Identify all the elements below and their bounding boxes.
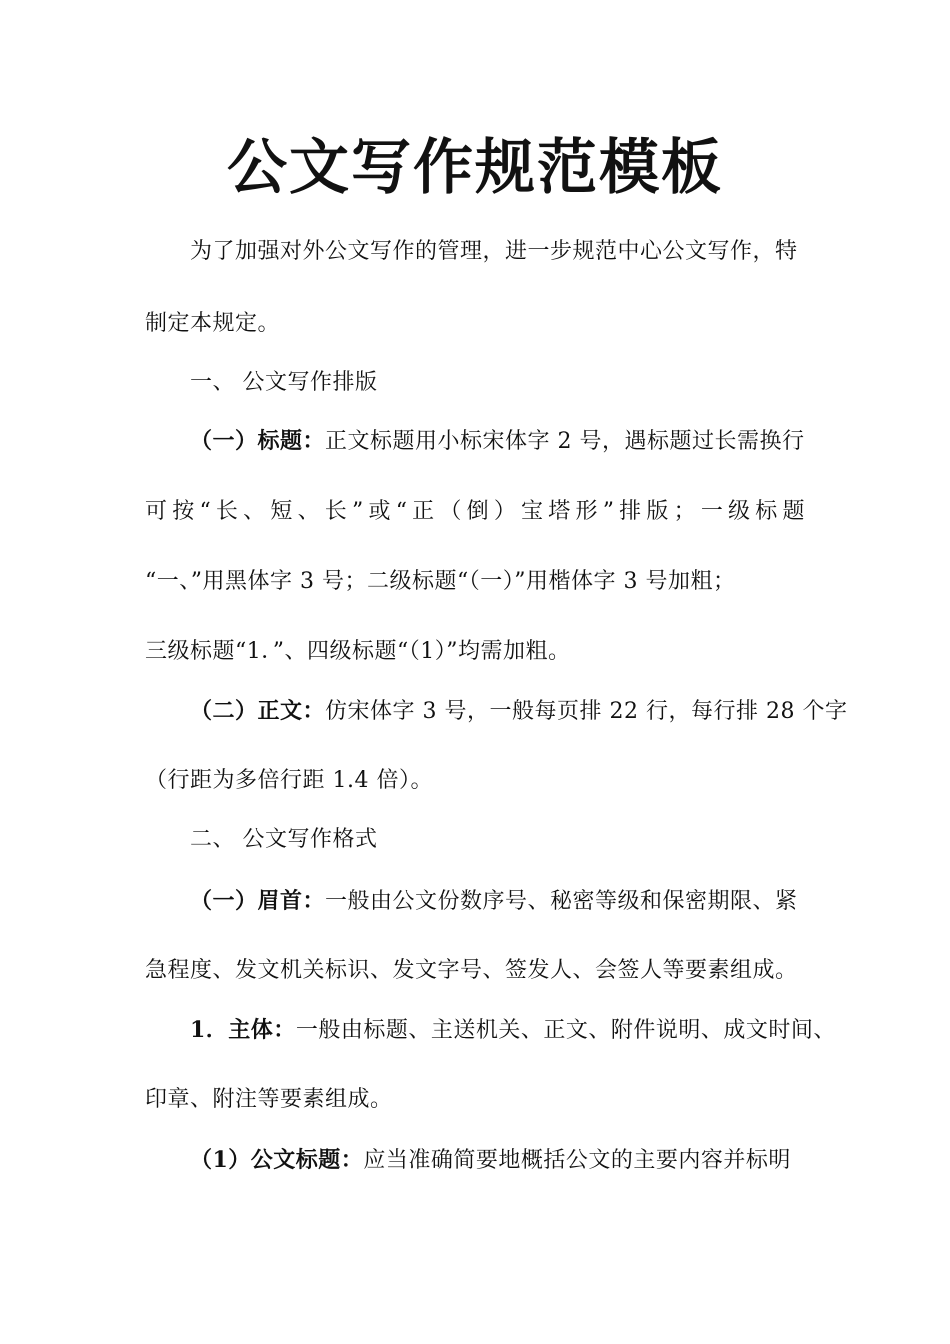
intro-line-1: 为了加强对外公文写作的管理，进一步规范中心公文写作，特 — [190, 239, 798, 264]
section-1-heading: 一、 公文写作排版 — [190, 370, 378, 395]
section-2-item-1-label: （一）眉首： — [190, 888, 326, 914]
section-1-item-1-line-3: “一、”用黑体字 3 号；二级标题“（一）”用楷体字 3 号加粗； — [145, 569, 736, 594]
section-1-item-2-label: （二）正文： — [190, 698, 326, 724]
section-2-sub-1a-text: 应当准确简要地概括公文的主要内容并标明 — [363, 1148, 791, 1173]
section-2-item-1-line-1 — [190, 886, 798, 917]
section-1-item-1-line-1 — [190, 426, 805, 457]
section-1-item-1-text: 正文标题用小标宋体字 2 号，遇标题过长需换行 — [325, 429, 805, 454]
section-2-sub-1-text: 一般由标题、主送机关、正文、附件说明、成文时间、 — [295, 1018, 836, 1043]
document-title: 公文写作规范模板 — [227, 133, 723, 203]
section-2-sub-1a-line-1 — [190, 1145, 791, 1176]
section-1-item-2-line-2: （行距为多倍行距 1.4 倍）。 — [145, 768, 433, 793]
intro-line-2: 制定本规定。 — [145, 311, 281, 336]
section-1-item-2-line-1 — [190, 696, 847, 727]
section-2-sub-1-line-2: 印章、附注等要素组成。 — [145, 1087, 393, 1112]
section-1-item-1-label: （一）标题： — [190, 428, 326, 454]
section-1-item-2-text: 仿宋体字 3 号，一般每页排 22 行，每行排 28 个字 — [325, 699, 848, 724]
section-2-item-1-line-2: 急程度、发文机关标识、发文字号、签发人、会签人等要素组成。 — [145, 958, 798, 983]
section-2-item-1-text: 一般由公文份数序号、秘密等级和保密期限、紧 — [325, 889, 798, 914]
section-2-sub-1-label: 1．主体： — [190, 1017, 296, 1043]
section-2-sub-1-line-1 — [190, 1015, 836, 1046]
section-1-item-1-line-2: 可按“长、短、长”或“正（倒）宝塔形”排版；一级标题 — [145, 499, 805, 524]
section-2-heading: 二、 公文写作格式 — [190, 827, 378, 852]
section-2-sub-1a-label: （1）公文标题： — [190, 1147, 364, 1173]
section-1-item-1-line-4: 三级标题“1．”、四级标题“（1）”均需加粗。 — [145, 639, 571, 664]
